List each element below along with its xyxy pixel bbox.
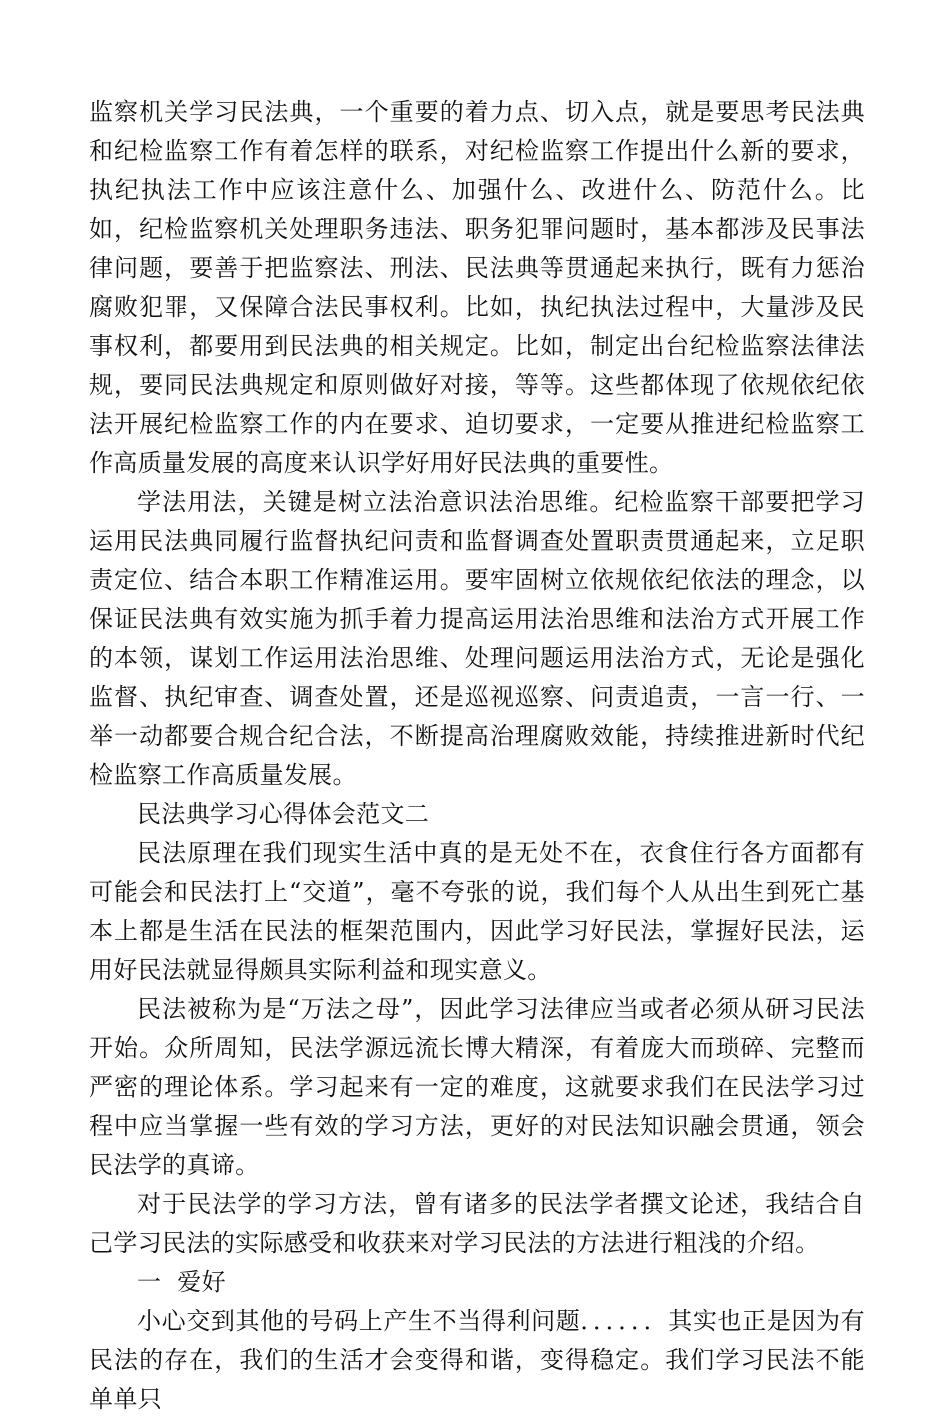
paragraph-5: 对于民法学的学习方法，曾有诸多的民法学者撰文论述，我结合自己学习民法的实际感受和收获来对学习民法的方法进行粗浅的介绍。 [89,1190,865,1257]
paragraph-2: 学法用法，关键是树立法治意识法治思维。纪检监察干部要把学习运用民法典同履行监督执纪问责和监督调查处置职责贯通起来，立足职责定位、结合本职工作精准运用。要牢固树立依规依纪依法的理念，以保证民法典有效实施为抓手着力提高运用法治思维和法治方式开展工作的本领，谋划工作运用法治思维、处理问题运用法治方式，无论是强化监督、执纪审查、调查处置，还是巡视巡察、问责追责，一言一行、一举一动都要合规合纪合法，不断提高治理腐败效能，持续推进新时代纪检监察工作高质量发展。 [89,488,865,789]
document-page [89,93,865,1419]
paragraph-4: 民法被称为是“万法之母”，因此学习法律应当或者必须从研习民法开始。众所周知，民法学源远流长博大精深，有着庞大而琐碎、完整而严密的理论体系。学习起来有一定的难度，这就要求我们在民法学习过程中应当掌握一些有效的学习方法，更好的对民法知识融会贯通，领会民法学的真谛。 [89,995,865,1179]
paragraph-1: 监察机关学习民法典，一个重要的着力点、切入点，就是要思考民法典和纪检监察工作有着怎样的联系，对纪检监察工作提出什么新的要求，执纪执法工作中应该注意什么、加强什么、改进什么、防范什么。比如，纪检监察机关处理职务违法、职务犯罪问题时，基本都涉及民事法律问题，要善于把监察法、刑法、民法典等贯通起来执行，既有力惩治腐败犯罪，又保障合法民事权利。比如，执纪执法过程中，大量涉及民事权利，都要用到民法典的相关规定。比如，制定出台纪检监察法律法规，要同民法典规定和原则做好对接，等等。这些都体现了依规依纪依法开展纪检监察工作的内在要求、迫切要求，一定要从推进纪检监察工作高质量发展的高度来认识学好用好民法典的重要性。 [89,98,865,477]
paragraph-3: 民法原理在我们现实生活中真的是无处不在，衣食住行各方面都有可能会和民法打上“交道”，毫不夸张的说，我们每个人从出生到死亡基本上都是生活在民法的框架范围内，因此学习好民法，掌握好民法，运用好民法就显得颇具实际利益和现实意义。 [89,839,865,984]
section-heading: 民法典学习心得体会范文二 [137,800,430,828]
subheading-hobby: 一 爱好 [137,1268,227,1296]
paragraph-6: 小心交到其他的号码上产生不当得利问题．．．．．．其实也正是因为有民法的存在，我们的生活才会变得和谐，变得稳定。我们学习民法不能单单只 [89,1307,865,1413]
